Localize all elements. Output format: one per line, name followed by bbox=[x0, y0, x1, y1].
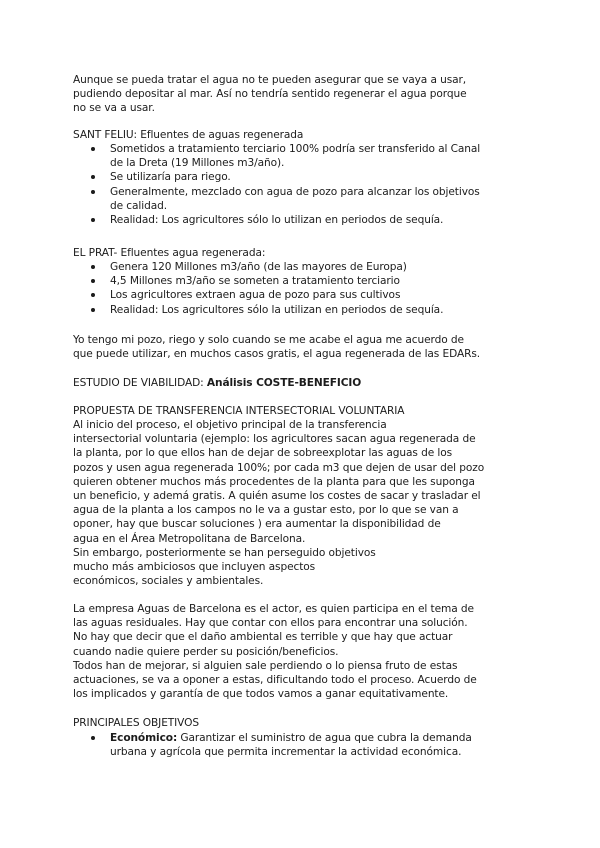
text-line: la planta, por lo que ellos han de dejar de sobreexplotar las aguas de los bbox=[73, 447, 453, 460]
text-line: mucho más ambiciosos que incluyen aspectos bbox=[73, 561, 316, 574]
text-line: cuando nadie quiere perder su posición/beneficios. bbox=[73, 645, 339, 658]
text-line: oponer, hay que buscar soluciones ) era aumentar la disponibilidad de bbox=[73, 518, 441, 531]
objetivos-heading: PRINCIPALES OBJETIVOS bbox=[73, 717, 200, 729]
text-line: agua de la planta a los campos no le va a gustar esto, por lo que se van a bbox=[73, 504, 459, 517]
propuesta-heading: PROPUESTA DE TRANSFERENCIA INTERSECTORIAL VOLUNTARIA bbox=[73, 405, 405, 417]
text-line: pozos y usen agua regenerada 100%; por cada m3 que dejen de usar del pozo bbox=[73, 461, 485, 474]
el-prat-heading: EL PRAT- Efluentes agua regenerada: bbox=[73, 247, 266, 259]
propuesta-paragraph bbox=[73, 418, 525, 588]
text-line: que puede utilizar, en muchos casos gratis, el agua regenerada de las EDARs. bbox=[73, 348, 481, 361]
estudio-bold: Análisis COSTE-BENEFICIO bbox=[206, 377, 362, 389]
text-line: los implicados y garantía de que todos vamos a ganar equitativamente. bbox=[73, 688, 449, 701]
list-item-line: Generalmente, mezclado con agua de pozo para alcanzar los objetivos bbox=[110, 185, 480, 198]
text-line: Aunque se pueda tratar el agua no te pueden asegurar que se vaya a usar, bbox=[73, 74, 467, 86]
list-item: 4,5 Millones m3/año se someten a tratamiento terciario bbox=[73, 274, 533, 288]
text-line: económicos, sociales y ambientales. bbox=[73, 575, 264, 588]
list-item: Los agricultores extraen agua de pozo para sus cultivos bbox=[73, 288, 533, 302]
estudio-prefix: ESTUDIO DE VIABILIDAD: bbox=[73, 377, 207, 389]
text-line: quieren obtener muchos más procedentes de la planta para que les suponga bbox=[73, 475, 475, 488]
text-line: agua en el Área Metropolitana de Barcelona. bbox=[73, 532, 306, 545]
list-item bbox=[73, 170, 533, 184]
text-line: un beneficio, y ademá gratis. A quién asume los costes de sacar y trasladar el bbox=[73, 490, 481, 503]
list-item: Genera 120 Millones m3/año (de las mayores de Europa) bbox=[73, 260, 533, 274]
text-line: pudiendo depositar al mar. Así no tendría sentido regenerar el agua porque bbox=[73, 88, 467, 101]
objetivos-list bbox=[73, 731, 533, 759]
list-item-line: de calidad. bbox=[110, 199, 168, 212]
text-line: La empresa Aguas de Barcelona es el actor, es quien participa en el tema de bbox=[73, 603, 474, 615]
el-prat-list bbox=[73, 260, 533, 317]
text-line: actuaciones, se va a oponer a estas, dificultando todo el proceso. Acuerdo de bbox=[73, 674, 477, 687]
text-line: intersectorial voluntaria (ejemplo: los agricultores sacan agua regenerada de bbox=[73, 433, 476, 446]
list-item-line: de la Dreta (19 Millones m3/año). bbox=[110, 157, 285, 170]
text-line: Yo tengo mi pozo, riego y solo cuando se me acabe el agua me acuerdo de bbox=[73, 334, 464, 346]
estudio-heading bbox=[73, 376, 525, 390]
list-item-line: urbana y agrícola que permita incrementar la actividad económica. bbox=[110, 746, 462, 759]
list-item bbox=[73, 731, 533, 759]
sant-feliu-heading: SANT FELIU: Efluentes de aguas regenerada bbox=[73, 129, 304, 141]
objetivo-label: Económico: bbox=[110, 732, 178, 744]
objetivo-text: Garantizar el suministro de agua que cubra la demanda bbox=[177, 732, 472, 744]
text-line: Al inicio del proceso, el objetivo principal de la transferencia bbox=[73, 419, 387, 431]
text-line: las aguas residuales. Hay que contar con ellos para encontrar una solución. bbox=[73, 617, 468, 630]
list-item-line: Se utilizaría para riego. bbox=[110, 171, 231, 184]
text-line: Sin embargo, posteriormente se han perseguido objetivos bbox=[73, 546, 376, 559]
list-item-line: Sometidos a tratamiento terciario 100% podría ser transferido al Canal bbox=[110, 143, 481, 155]
empresa-paragraph bbox=[73, 602, 525, 701]
intro-paragraph bbox=[73, 73, 525, 116]
list-item bbox=[73, 142, 533, 170]
text-line: no se va a usar. bbox=[73, 102, 155, 115]
list-item bbox=[73, 213, 533, 227]
list-item-line: Realidad: Los agricultores sólo lo utilizan en periodos de sequía. bbox=[110, 214, 444, 227]
list-item bbox=[73, 185, 533, 213]
text-line: Todos han de mejorar, si alguien sale perdiendo o lo piensa fruto de estas bbox=[73, 659, 458, 672]
sant-feliu-list bbox=[73, 142, 533, 227]
text-line: No hay que decir que el daño ambiental es terrible y que hay que actuar bbox=[73, 631, 453, 644]
pozo-paragraph bbox=[73, 333, 525, 361]
list-item-line bbox=[110, 731, 533, 745]
list-item: Realidad: Los agricultores sólo la utilizan en periodos de sequía. bbox=[73, 303, 533, 317]
